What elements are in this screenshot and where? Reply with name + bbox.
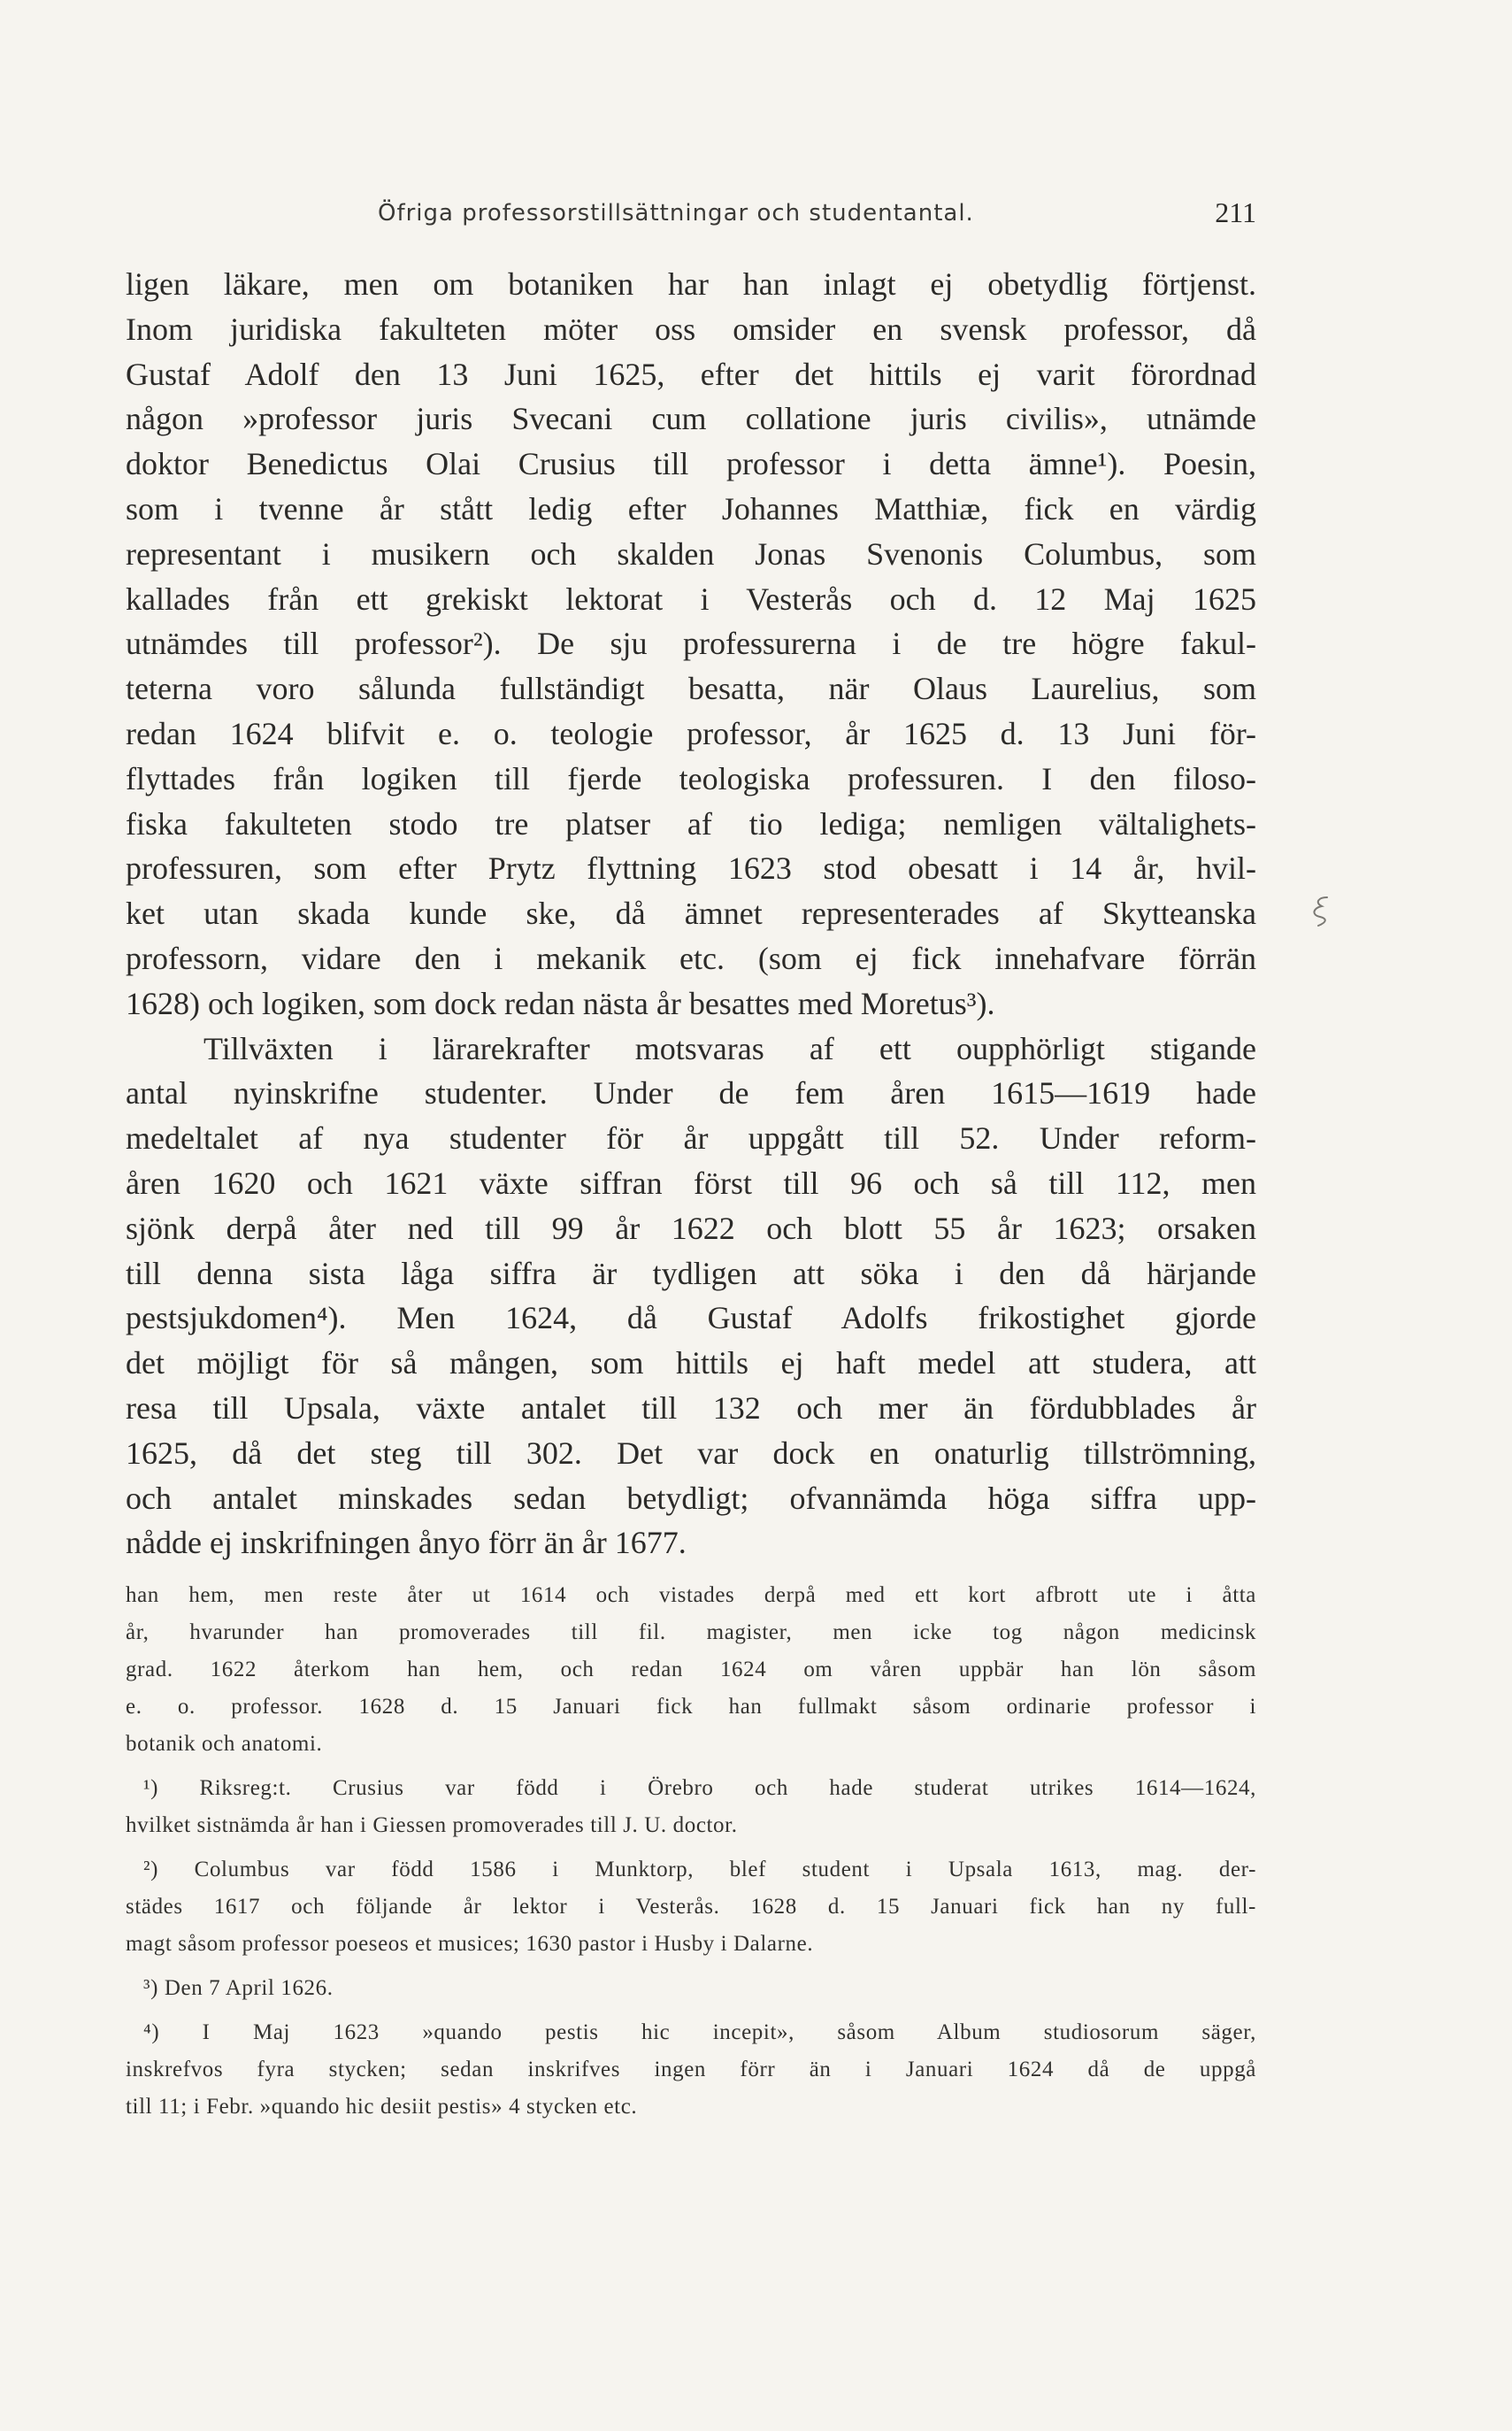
- footnote-2-line: magt såsom professor poeseos et musices; 1630 pastor i Husby i Dalarne.: [126, 1932, 814, 1956]
- text-line: doktor Benedictus Olai Crusius till professor i detta ämne¹). Poesin,: [126, 446, 1256, 482]
- footnotes: [126, 1577, 1256, 2126]
- text-line: det möjligt för så mången, som hittils ej haft medel att studera, att: [126, 1345, 1256, 1381]
- text-line: representant i musikern och skalden Jonas Svenonis Columbus, som: [126, 535, 1256, 572]
- text-line: till denna sista låga siffra är tydligen att söka i den då härjande: [126, 1255, 1256, 1291]
- text-line: antal nyinskrifne studenter. Under de fem åren 1615—1619 hade: [126, 1075, 1256, 1112]
- text-line: flyttades från logiken till fjerde teologiska professuren. I den filoso-: [126, 760, 1256, 796]
- footnote-line: grad. 1622 återkom han hem, och redan 1624 om våren uppbär han lön såsom: [126, 1658, 1256, 1681]
- text-line: nådde ej inskrifningen ånyo förr än år 1677.: [126, 1525, 687, 1561]
- footnote-gap: [126, 1844, 1256, 1851]
- text-line: medeltalet af nya studenter för år uppgått till 52. Under reform-: [126, 1120, 1256, 1157]
- text-line: teterna voro sålunda fullständigt besatta, när Olaus Laurelius, som: [126, 671, 1256, 707]
- text-line: fiska fakulteten stodo tre platser af tio lediga; nemligen vältalighets-: [126, 805, 1256, 842]
- text-line: utnämdes till professor²). De sju professurerna i de tre högre fakul-: [126, 626, 1256, 662]
- footnote-3-line: ³) Den 7 April 1626.: [143, 1976, 334, 2000]
- text-line: ket utan skada kunde ske, då ämnet representerades af Skytteanska: [126, 896, 1256, 932]
- footnote-line: botanik och anatomi.: [126, 1732, 323, 1756]
- footnote-4-line: inskrefvos fyra stycken; sedan inskrifves ingen förr än i Januari 1624 då de uppgå: [126, 2058, 1256, 2081]
- footnote-gap: [126, 2007, 1256, 2014]
- page-number: 211: [1215, 196, 1256, 228]
- text-line: pestsjukdomen⁴). Men 1624, då Gustaf Adolfs frikostighet gjorde: [126, 1300, 1256, 1336]
- margin-pencil-mark: [1308, 894, 1334, 929]
- text-line: sjönk derpå åter ned till 99 år 1622 och blott 55 år 1623; orsaken: [126, 1210, 1256, 1246]
- footnote-gap: [126, 1963, 1256, 1970]
- main-text: [126, 262, 1256, 1566]
- footnote-1-line: hvilket sistnämda år han i Giessen promoverades till J. U. doctor.: [126, 1813, 738, 1837]
- footnote-line: e. o. professor. 1628 d. 15 Januari fick han fullmakt såsom ordinarie professor i: [126, 1695, 1256, 1719]
- text-line: åren 1620 och 1621 växte siffran först till 96 och så till 112, men: [126, 1165, 1256, 1201]
- footnote-4-line: till 11; i Febr. »quando hic desiit pestis» 4 stycken etc.: [126, 2095, 638, 2119]
- running-header: [126, 196, 1256, 244]
- text-line: ligen läkare, men om botaniken har han inlagt ej obetydlig förtjenst.: [126, 266, 1256, 302]
- footnote-gap: [126, 1763, 1256, 1770]
- footnote-line: år, hvarunder han promoverades till fil. magister, men icke tog någon medicinsk: [126, 1620, 1256, 1644]
- text-line: någon »professor juris Svecani cum collatione juris civilis», utnämde: [126, 401, 1256, 437]
- text-line: Inom juridiska fakulteten möter oss omsider en svensk professor, då: [126, 311, 1256, 347]
- running-title: Öfriga professorstillsättningar och studentantal.: [378, 200, 974, 227]
- text-line: 1628) och logiken, som dock redan nästa år besattes med Moretus³).: [126, 985, 995, 1021]
- text-line: kallades från ett grekiskt lektorat i Vesterås och d. 12 Maj 1625: [126, 581, 1256, 617]
- footnote-2-line: städes 1617 och följande år lektor i Vesterås. 1628 d. 15 Januari fick han ny full-: [126, 1895, 1256, 1919]
- text-line: redan 1624 blifvit e. o. teologie professor, år 1625 d. 13 Juni för-: [126, 715, 1256, 751]
- text-line: professorn, vidare den i mekanik etc. (som ej fick innehafvare förrän: [126, 940, 1256, 976]
- footnote-line: han hem, men reste åter ut 1614 och vistades derpå med ett kort afbrott ute i åtta: [126, 1583, 1256, 1607]
- text-line: Gustaf Adolf den 13 Juni 1625, efter det hittils ej varit förordnad: [126, 356, 1256, 392]
- footnote-4-line: ⁴) I Maj 1623 »quando pestis hic incepit», såsom Album studiosorum säger,: [143, 2020, 1256, 2044]
- text-line: professuren, som efter Prytz flyttning 1623 stod obesatt i 14 år, hvil-: [126, 850, 1256, 887]
- text-line: Tillväxten i lärarekrafter motsvaras af ett oupphörligt stigande: [203, 1030, 1256, 1066]
- footnote-1-line: ¹) Riksreg:t. Crusius var född i Örebro och hade studerat utrikes 1614—1624,: [143, 1776, 1256, 1800]
- text-line: 1625, då det steg till 302. Det var dock en onaturlig tillströmning,: [126, 1435, 1256, 1471]
- text-line: och antalet minskades sedan betydligt; ofvannämda höga siffra upp-: [126, 1480, 1256, 1516]
- text-line: som i tvenne år stått ledig efter Johannes Matthiæ, fick en värdig: [126, 490, 1256, 527]
- footnote-2-line: ²) Columbus var född 1586 i Munktorp, blef student i Upsala 1613, mag. der-: [143, 1858, 1256, 1881]
- text-line: resa till Upsala, växte antalet till 132 och mer än fördubblades år: [126, 1389, 1256, 1426]
